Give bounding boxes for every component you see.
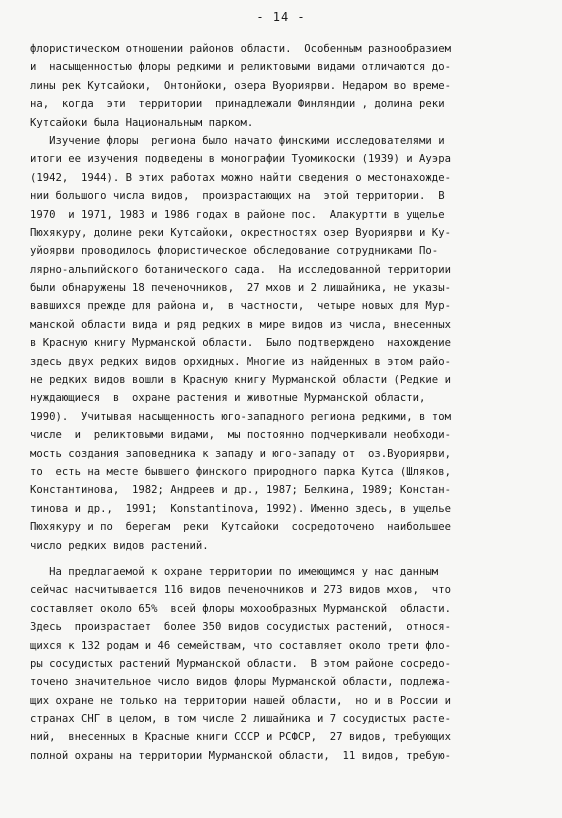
document-body	[30, 40, 550, 765]
text-line: сейчас насчитывается 116 видов печеночников и 273 видов мхов, что	[30, 584, 451, 597]
text-line: и насыщенностью флоры редкими и реликтовыми видами отличаются до-	[30, 61, 451, 74]
page-number: - 14 -	[256, 10, 306, 24]
text-line: флористическом отношении районов области. Особенным разнообразием	[30, 43, 451, 55]
text-line: Здесь произрастает более 350 видов сосудистых растений, относя-	[30, 621, 451, 634]
text-line: тинова и др., 1991; Konstantinova, 1992). Именно здесь, в ущелье	[30, 502, 451, 515]
text-line: Пюхякуру и по берегам реки Кутсайоки сосредоточено наибольшее	[30, 521, 451, 534]
paragraph	[30, 563, 550, 765]
text-line: На предлагаемой к охране территории по имеющимся у нас данным	[30, 565, 439, 578]
text-line: число редких видов растений.	[30, 539, 209, 552]
text-line: полной охраны на территории Мурманской области, 11 видов, требую-	[30, 749, 451, 762]
text-line: лины рек Кутсайоки, Онтонйоки, озера Вуориярви. Недаром во време-	[30, 79, 451, 92]
text-line: итоги ее изучения подведены в монографии Туомикоски (1939) и Ауэра	[30, 153, 451, 166]
text-line: составляет около 65% всей флоры мохообразных Мурманской области.	[30, 602, 451, 615]
text-line: лярно-альпийского ботанического сада. На исследованной территории	[30, 263, 451, 276]
text-line: щихся к 132 родам и 46 семействам, что составляет около трети фло-	[30, 639, 451, 652]
text-line: уйоярви проводилось флористическое обследование сотрудниками По-	[30, 245, 439, 258]
text-line: Константинова, 1982; Андреев и др., 1987; Белкина, 1989; Констан-	[30, 484, 451, 497]
text-line: нии большого числа видов, произрастающих на этой территории. В	[30, 190, 445, 203]
text-line: Изучение флоры региона было начато финскими исследователями и	[30, 134, 445, 147]
text-line: манской области вида и ряд редких в мире видов из числа, внесенных	[30, 318, 451, 331]
text-line: числе и реликтовыми видами, мы постоянно подчеркивали необходи-	[30, 429, 451, 442]
text-line: здесь двух редких видов орхидных. Многие из найденных в этом райо-	[30, 355, 451, 368]
text-line: были обнаружены 18 печеночников, 27 мхов и 2 лишайника, не указы-	[30, 282, 451, 295]
text-line: странах СНГ в целом, в том числе 2 лишайника и 7 сосудистых расте-	[30, 713, 451, 726]
paragraph	[30, 132, 550, 555]
text-line: ры сосудистых растений Мурманской области. В этом районе сосредо-	[30, 657, 451, 670]
text-line: (1942, 1944). В этих работах можно найти сведения о местонахожде-	[30, 171, 451, 184]
text-line: нуждающиеся в охране растения и животные Мурманской области,	[30, 392, 426, 405]
text-line: 1990). Учитывая насыщенность юго-западного региона редкими, в том	[30, 410, 451, 423]
text-line: Кутсайоки была Национальным парком.	[30, 116, 254, 129]
text-line: не редких видов вошли в Красную книгу Мурманской области (Редкие и	[30, 374, 451, 387]
text-line: 1970 и 1971, 1983 и 1986 годах в районе пос. Алакуртти в ущелье	[30, 208, 445, 221]
text-line: Пюхякуру, долине реки Кутсайоки, окрестностях озер Вуориярви и Ку-	[30, 226, 451, 239]
text-line: точено значительное число видов флоры Мурманской области, подлежа-	[30, 676, 451, 689]
text-line: щих охране не только на территории нашей области, но и в России и	[30, 694, 451, 707]
text-line: ний, внесенных в Красные книги СССР и РСФСР, 27 видов, требующих	[30, 731, 451, 744]
text-line: мость создания заповедника к западу и юго-западу от оз.Вуориярви,	[30, 447, 451, 460]
paragraph	[30, 40, 550, 132]
text-line: в Красную книгу Мурманской области. Было подтверждено нахождение	[30, 337, 451, 350]
text-line: то есть на месте бывшего финского природного парка Кутса (Шляков,	[30, 465, 451, 478]
text-line: на, когда эти территории принадлежали Финляндии , долина реки	[30, 98, 445, 111]
text-line: вавшихся прежде для района и, в частности, четыре новых для Мур-	[30, 300, 451, 313]
